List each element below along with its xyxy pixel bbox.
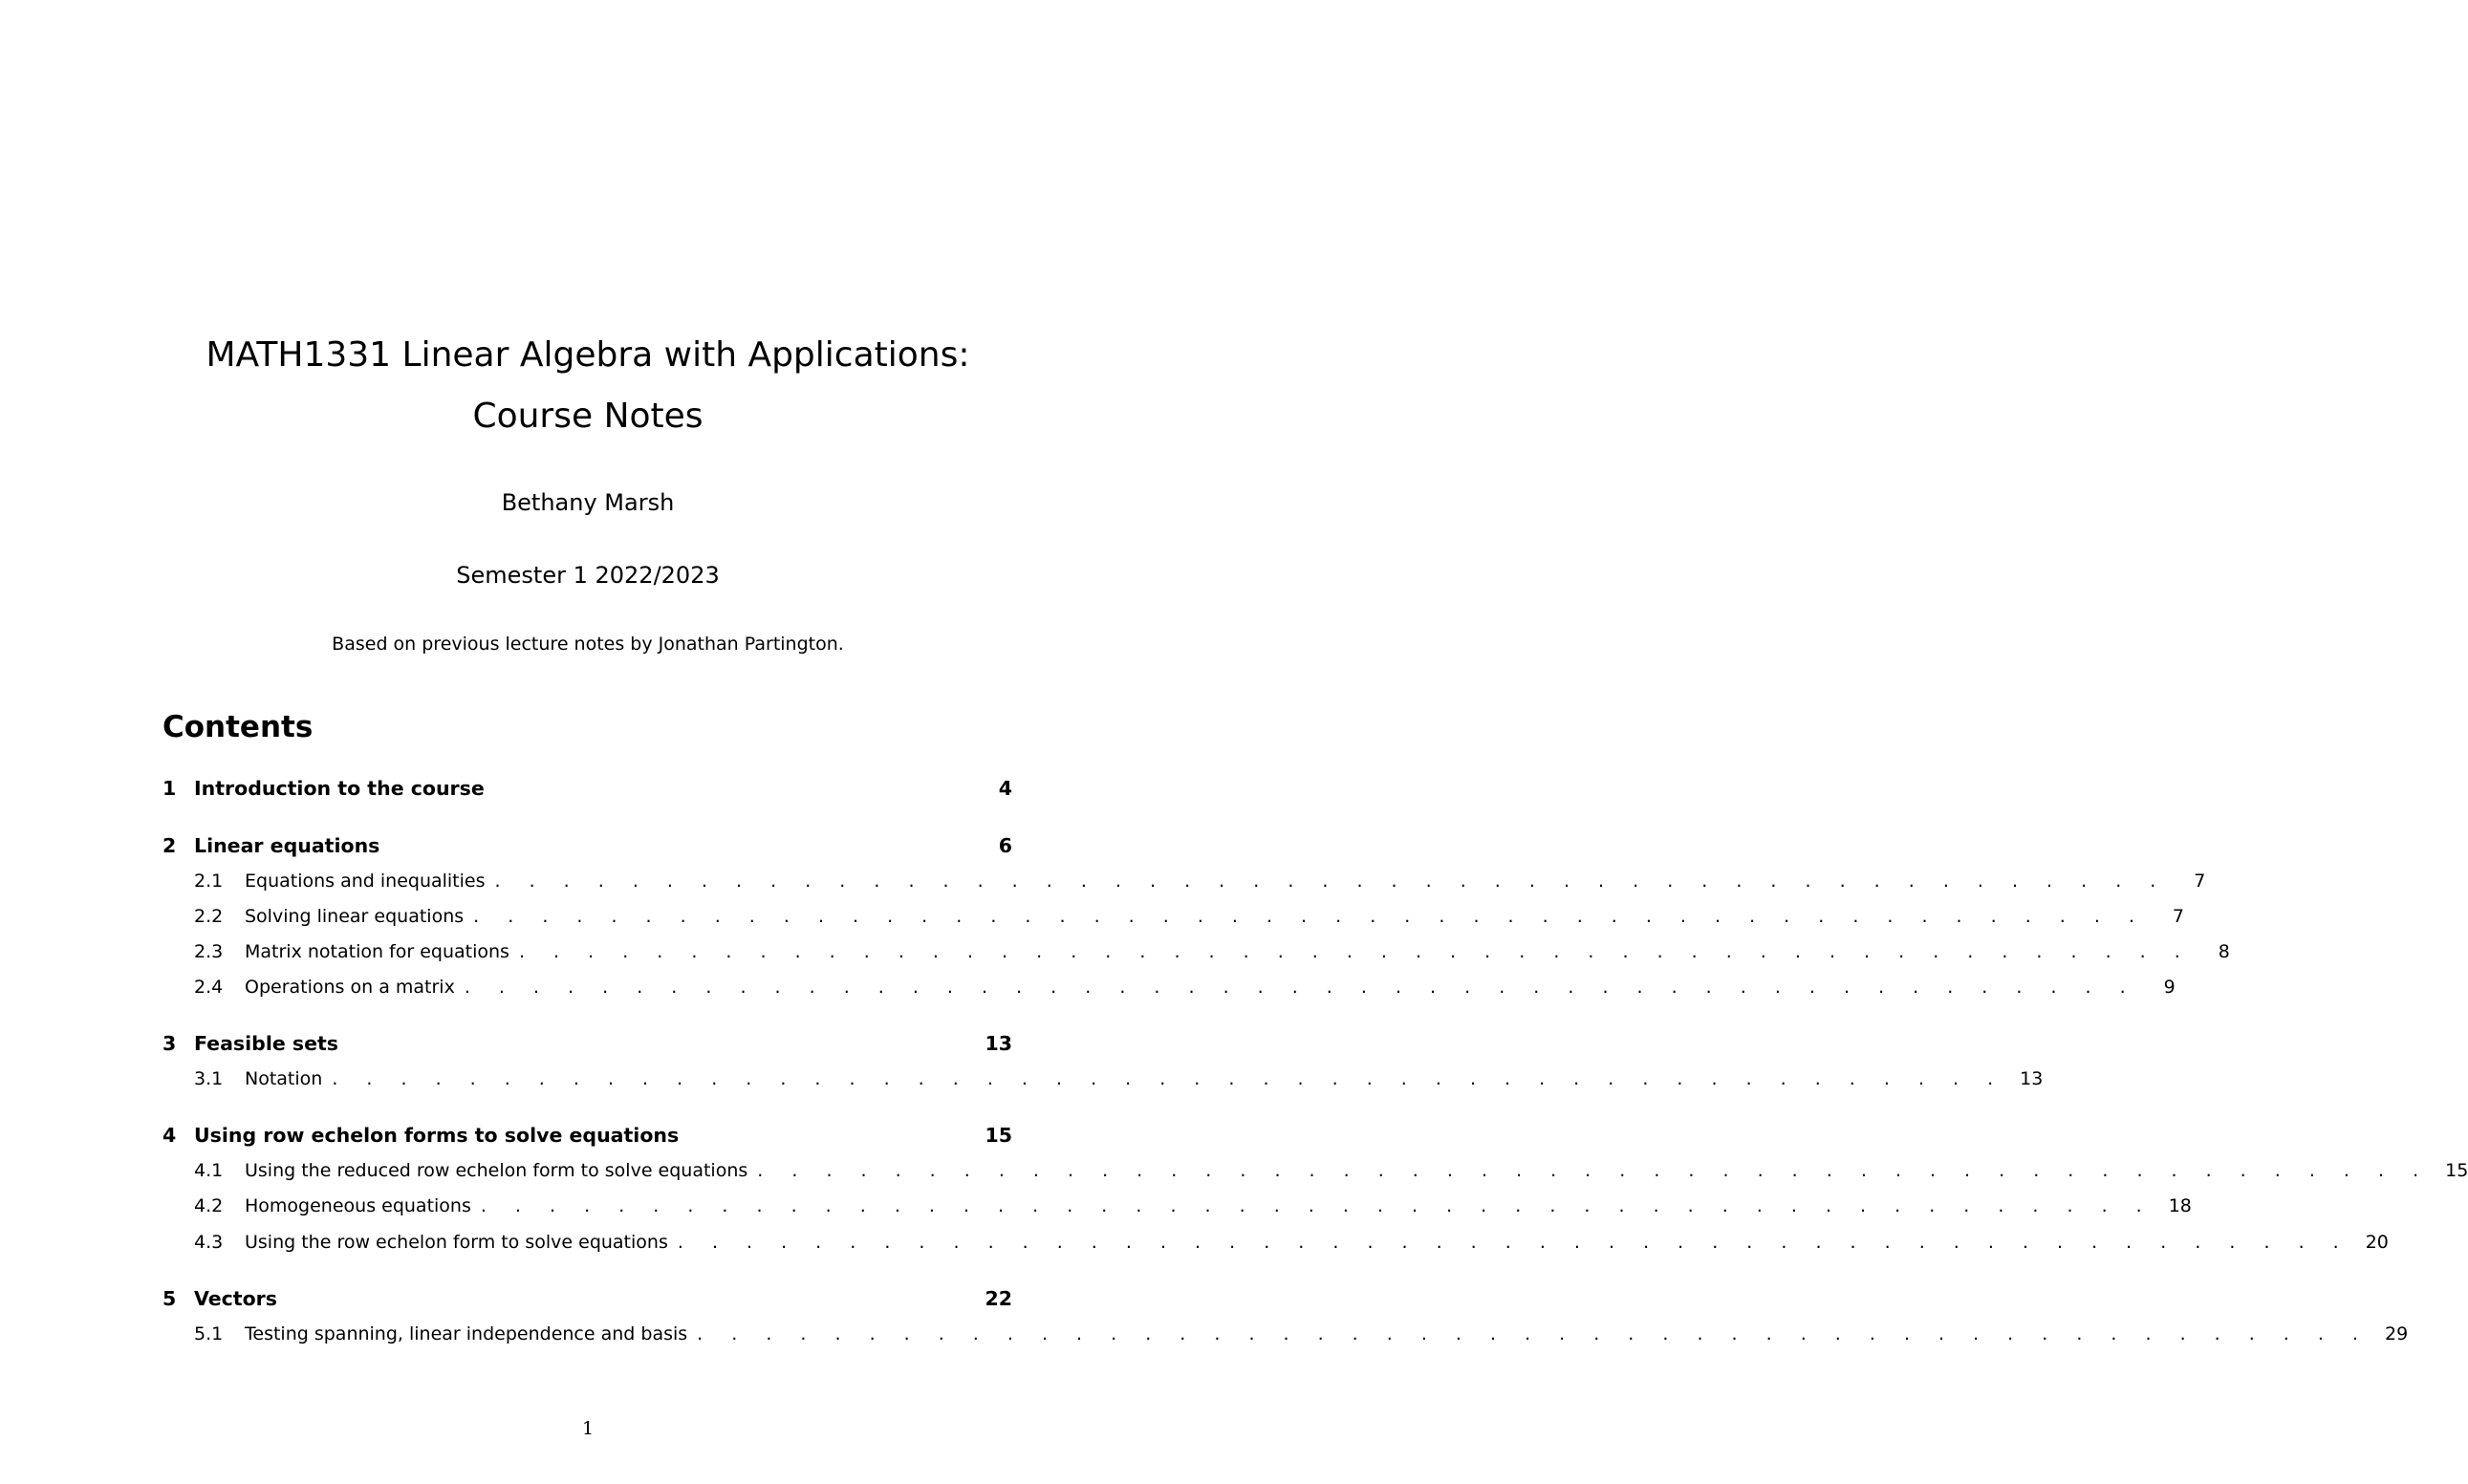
toc-subsection-3-1[interactable]	[162, 1068, 2044, 1095]
toc-section-number: 2	[162, 834, 177, 857]
toc-subsection-number: 2.1	[194, 871, 224, 892]
toc-subsection-number: 4.1	[194, 1160, 224, 1181]
toc-section-4[interactable]	[162, 1124, 1012, 1151]
toc-section-number: 5	[162, 1287, 177, 1310]
toc-dot-leader: . . . . . . . . . . . . . . . . . . . . . . . . . . . . . . . . . . . . . . . . . . . . . . . . .	[677, 1232, 2350, 1253]
toc-section-number: 1	[162, 777, 177, 800]
toc-subsection-2-3[interactable]	[162, 941, 2230, 968]
toc-subsection-5-1[interactable]	[162, 1323, 2409, 1350]
toc-subsection-title: Operations on a matrix	[245, 977, 455, 998]
toc-section-number: 3	[162, 1032, 177, 1055]
toc-subsection-4-1[interactable]	[162, 1160, 2468, 1187]
toc-page-number: 15	[985, 1124, 1012, 1147]
toc-subsection-number: 2.4	[194, 977, 224, 998]
toc-section-title: Linear equations	[194, 834, 380, 857]
document-author: Bethany Marsh	[501, 489, 675, 516]
toc-subsection-2-4[interactable]	[162, 977, 2176, 1003]
toc-subsection-title: Using the reduced row echelon form to solve equations	[245, 1160, 748, 1181]
title-block	[0, 325, 1176, 447]
toc-section-5[interactable]	[162, 1287, 1012, 1314]
toc-dot-leader: . . . . . . . . . . . . . . . . . . . . . . . . . . . . . . . . . . . . . . . . . . . . . . . . .	[757, 1160, 2431, 1181]
toc-subsection-2-1[interactable]	[162, 871, 2206, 897]
toc-section-number: 4	[162, 1124, 177, 1147]
document-note: Based on previous lecture notes by Jonathan Partington.	[332, 634, 844, 655]
toc-section-title: Feasible sets	[194, 1032, 338, 1055]
toc-dot-leader: . . . . . . . . . . . . . . . . . . . . . . . . . . . . . . . . . . . . . . . . . . . . . . . . .	[480, 1195, 2154, 1216]
toc-subsection-title: Using the row echelon form to solve equations	[245, 1232, 668, 1253]
toc-dot-leader: . . . . . . . . . . . . . . . . . . . . . . . . . . . . . . . . . . . . . . . . . . . . . . . . .	[473, 906, 2146, 927]
toc-subsection-4-2[interactable]	[162, 1195, 2192, 1222]
toc-page-number: 29	[2385, 1323, 2409, 1344]
toc-page-number: 15	[2445, 1160, 2468, 1181]
toc-subsection-number: 4.2	[194, 1195, 224, 1216]
toc-subsection-number: 4.3	[194, 1232, 224, 1253]
document-date: Semester 1 2022/2023	[456, 562, 720, 589]
toc-subsection-title: Solving linear equations	[245, 906, 465, 927]
toc-page-number: 9	[2163, 977, 2176, 998]
document-title: MATH1331 Linear Algebra with Applications: Course Notes	[206, 335, 970, 436]
toc-section-title: Introduction to the course	[194, 777, 485, 800]
toc-dot-leader: . . . . . . . . . . . . . . . . . . . . . . . . . . . . . . . . . . . . . . . . . . . . . . . . .	[494, 871, 2168, 892]
toc-subsection-2-2[interactable]	[162, 906, 2184, 933]
toc-subsection-title: Testing spanning, linear independence and basis	[245, 1323, 688, 1344]
toc-page-number: 22	[985, 1287, 1012, 1310]
contents-heading: Contents	[162, 710, 314, 744]
toc-section-1[interactable]	[162, 777, 1012, 804]
toc-page-number: 13	[985, 1032, 1012, 1055]
toc-page-number: 13	[2020, 1068, 2044, 1089]
page-number: 1	[581, 1418, 595, 1439]
toc-page-number: 6	[998, 834, 1012, 857]
toc-section-title: Vectors	[194, 1287, 277, 1310]
toc-dot-leader: . . . . . . . . . . . . . . . . . . . . . . . . . . . . . . . . . . . . . . . . . . . . . . . . .	[518, 941, 2192, 962]
toc-subsection-title: Equations and inequalities	[245, 871, 486, 892]
toc-dot-leader: . . . . . . . . . . . . . . . . . . . . . . . . . . . . . . . . . . . . . . . . . . . . . . . . .	[332, 1068, 2005, 1089]
toc-section-title: Using row echelon forms to solve equations	[194, 1124, 680, 1147]
toc-subsection-number: 3.1	[194, 1068, 224, 1089]
toc-page-number: 4	[998, 777, 1012, 800]
toc-subsection-title: Matrix notation for equations	[245, 941, 509, 962]
toc-subsection-number: 2.3	[194, 941, 224, 962]
toc-subsection-title: Homogeneous equations	[245, 1195, 471, 1216]
toc-subsection-number: 5.1	[194, 1323, 224, 1344]
toc-section-3[interactable]	[162, 1032, 1012, 1059]
toc-subsection-4-3[interactable]	[162, 1232, 2389, 1258]
toc-page-number: 8	[2218, 941, 2230, 962]
toc-subsection-title: Notation	[245, 1068, 323, 1089]
toc-dot-leader: . . . . . . . . . . . . . . . . . . . . . . . . . . . . . . . . . . . . . . . . . . . . . . . . .	[697, 1323, 2371, 1344]
toc-page-number: 7	[2194, 871, 2206, 892]
toc-page-number: 7	[2172, 906, 2184, 927]
toc-subsection-number: 2.2	[194, 906, 224, 927]
toc-page-number: 18	[2168, 1195, 2192, 1216]
toc-dot-leader: . . . . . . . . . . . . . . . . . . . . . . . . . . . . . . . . . . . . . . . . . . . . . . . . .	[464, 977, 2137, 998]
toc-section-2[interactable]	[162, 834, 1012, 861]
toc-page-number: 20	[2365, 1232, 2389, 1253]
